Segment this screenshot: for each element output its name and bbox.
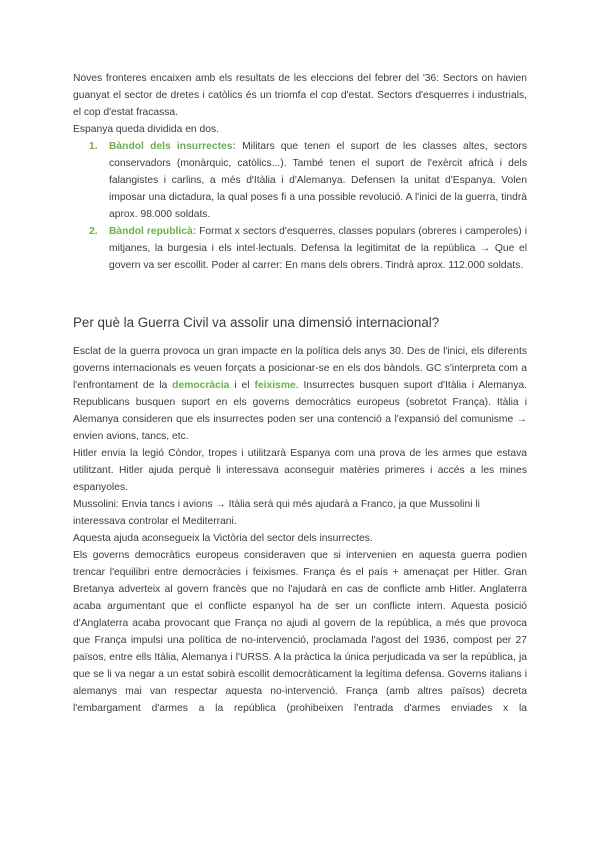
section-paragraph-mussolini: Mussolini: Envia tancs i avions → Itàlia serà qui més ajudarà a Franco, ja que Mussolini li interessava controlar el Mediterrani. xyxy=(73,499,480,527)
list-number: 2. xyxy=(89,226,98,237)
paragraph-text: Esclat de la guerra provoca un gran impacte en la política dels anys 30. Des de l'inici, els diferents governs internacionals es veuen forçats a posicionar-se en els dos bàndols. GC s'interpreta com a l'enfrontament de la xyxy=(73,346,527,391)
keyword-democracia: democràcia xyxy=(172,380,230,391)
section-paragraph-victoria: Aquesta ajuda aconsegueix la Victòria del sector dels insurrectes. xyxy=(73,533,373,544)
section-paragraph-hitler: Hitler envia la legió Còndor, tropes i utilitzarà Espanya com una prova de les armes que estava utilitzant. Hitler ajuda perquè li interessava aconseguir matèries primeres i accés a les mines espanyoles. xyxy=(73,448,527,493)
intro-paragraph: Noves fronteres encaixen amb els resultats de les eleccions del febrer del '36: Sectors on havien guanyat el sector de dretes i catòlics és un triomfa el cop d'estat. Sectors d'esquerres i industrials, el cop d'estat fracassa. xyxy=(73,73,527,118)
section-paragraph-1 xyxy=(73,343,527,445)
list-item-text: Format x sectors d'esquerres, classes populars (obreres i camperoles) i mitjanes, la burgesia i els intel·lectuals. Defensa la legitimitat de la república → Que el govern va ser escollit. Poder al carrer: En mans dels obrers. Tindrà aprox. 112.000 soldats. xyxy=(109,226,527,271)
keyword-feixisme: feixisme xyxy=(254,380,296,391)
paragraph-text: i el xyxy=(229,380,255,391)
document-page xyxy=(73,70,527,717)
intro-division-line: Espanya queda dividida en dos. xyxy=(73,124,219,135)
section-paragraph-no-intervencio: Els governs democràtics europeus consideraven que si intervenien en aquesta guerra podien trencar l'equilibri entre democràcies i feixismes. França és el país + amenaçat per Hitler. Gran Bretanya adverteix al govern francès que no l'ajudarà en cas de conflicte amb Hitler. Anglaterra acaba argumentant que el conflicte espanyol ha de ser un conflicte intern. Aquesta posició d'Anglaterra acaba provocant que França no ajudi al govern de la república, a més que provoca que França impulsi una política de no-intervenció, proclamada l'agost del 1936, compost per 27 països, entre ells Itàlia, Alemanya i l'URSS. A la pràctica la única perjudicada va ser la república, ja que se li va negar a un estat sobirà escollit democràticament la legítima defensa. Governs italians i alemanys mai van respectar aquesta no-intervenció. França (amb altres països) decreta l'embargament d'armes a la república (prohibeixen l'entrada d'armes enviades x la xyxy=(73,550,527,714)
section-heading: Per què la Guerra Civil va assolir una dimensió internacional? xyxy=(73,315,440,330)
list-item-republica xyxy=(89,223,527,274)
sides-list xyxy=(73,138,527,274)
list-item-title: Bàndol dels insurrectes: xyxy=(109,141,236,152)
paragraph-text: . Insurrectes busquen suport d'Itàlia i Alemanya. Republicans busquen suport en els governs democràtics europeus (sobretot França). Itàlia i Alemanya consideren que els insurrectes poden ser una contenció a l'expansió del comunisme → envien avions, tancs, etc. xyxy=(73,380,527,442)
list-number: 1. xyxy=(89,141,98,152)
list-item-text: Militars que tenen el suport de les classes altes, sectors conservadors (monàrquic, catòlics...). També tenen el suport de l'exèrcit africà i dels falangistes i carlins, a més d'Itàlia i d'Alemanya. Defensen la unitat d'Espanya. Volen imposar una dictadura, la qual poses fi a una possible revolució. A l'inici de la guerra, tindrà aprox. 98.000 soldats. xyxy=(109,141,528,220)
list-item-title: Bàndol republicà: xyxy=(109,226,197,237)
list-item-insurrectes xyxy=(89,138,528,223)
